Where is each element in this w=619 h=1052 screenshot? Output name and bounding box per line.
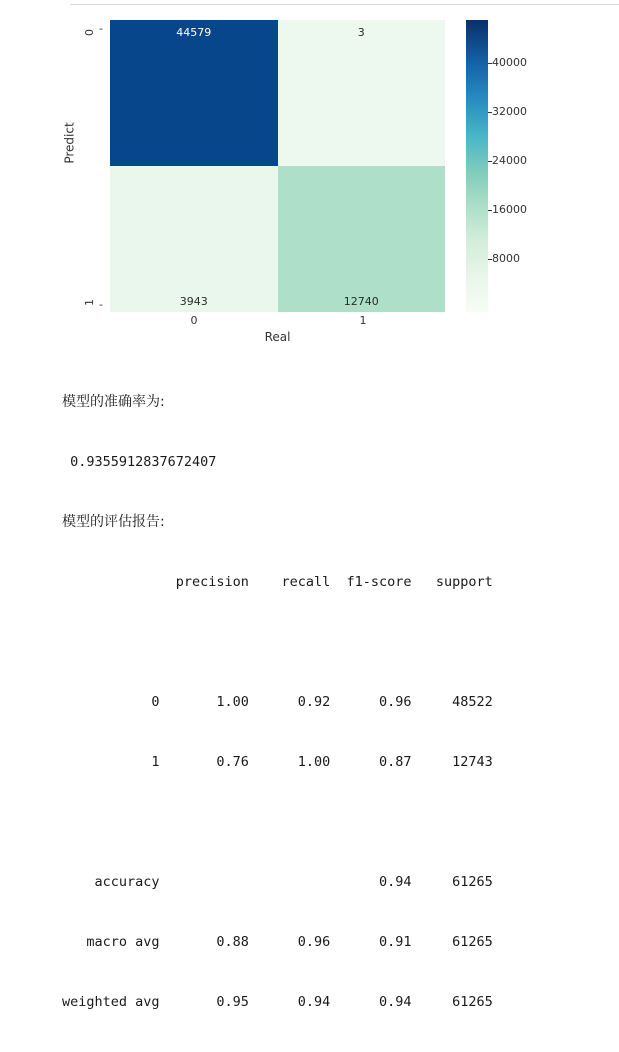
report-row-weighted-avg: weighted avg 0.95 0.94 0.94 61265 <box>62 994 493 1010</box>
report-row-accuracy: accuracy 0.94 61265 <box>62 874 493 890</box>
y-tick-1: 1 <box>83 299 96 306</box>
colorbar-tick-24000: 24000 <box>492 154 527 167</box>
y-axis-label: Predict <box>62 122 77 164</box>
heatmap-cell-1-1 <box>278 166 446 312</box>
report-row-macro-avg: macro avg 0.88 0.96 0.91 61265 <box>62 934 493 950</box>
colorbar-tick-40000: 40000 <box>492 56 527 69</box>
accuracy-value: 0.9355912837672407 <box>62 454 217 470</box>
y-tick-mark-0: - <box>99 22 103 35</box>
heatmap-cell-0-1 <box>278 20 446 166</box>
report-blank-2 <box>62 812 493 832</box>
heatmap-cell-value-0-0: 44579 <box>176 26 212 39</box>
heatmap-cell-value-0-1: 3 <box>357 26 365 39</box>
classification-report-output <box>62 352 493 1052</box>
y-tick-0: 0 <box>83 29 96 36</box>
colorbar-tick-32000: 32000 <box>492 105 527 118</box>
report-blank-1 <box>62 632 493 652</box>
x-tick-1: 1 <box>359 314 367 327</box>
cell-divider <box>70 4 619 5</box>
x-tick-0: 0 <box>190 314 198 327</box>
heatmap-grid <box>110 20 445 312</box>
colorbar-tick-16000: 16000 <box>492 203 527 216</box>
heatmap-cell-value-1-0: 3943 <box>179 295 208 308</box>
heatmap-cell-0-0 <box>110 20 278 166</box>
heatmap-cell-value-1-1: 12740 <box>343 295 379 308</box>
x-axis-label: Real <box>264 330 291 344</box>
report-row-class-1: 1 0.76 1.00 0.87 12743 <box>62 754 493 770</box>
colorbar-tick-8000: 8000 <box>492 252 520 265</box>
heatmap-cell-1-0 <box>110 166 278 312</box>
confusion-matrix-figure <box>0 8 619 348</box>
report-header: 模型的评估报告: <box>62 514 165 530</box>
accuracy-header: 模型的准确率为: <box>62 394 165 410</box>
colorbar <box>466 20 488 312</box>
y-tick-mark-1: - <box>99 298 103 311</box>
report-table-header: precision recall f1-score support <box>62 574 493 590</box>
report-row-class-0: 0 1.00 0.92 0.96 48522 <box>62 694 493 710</box>
